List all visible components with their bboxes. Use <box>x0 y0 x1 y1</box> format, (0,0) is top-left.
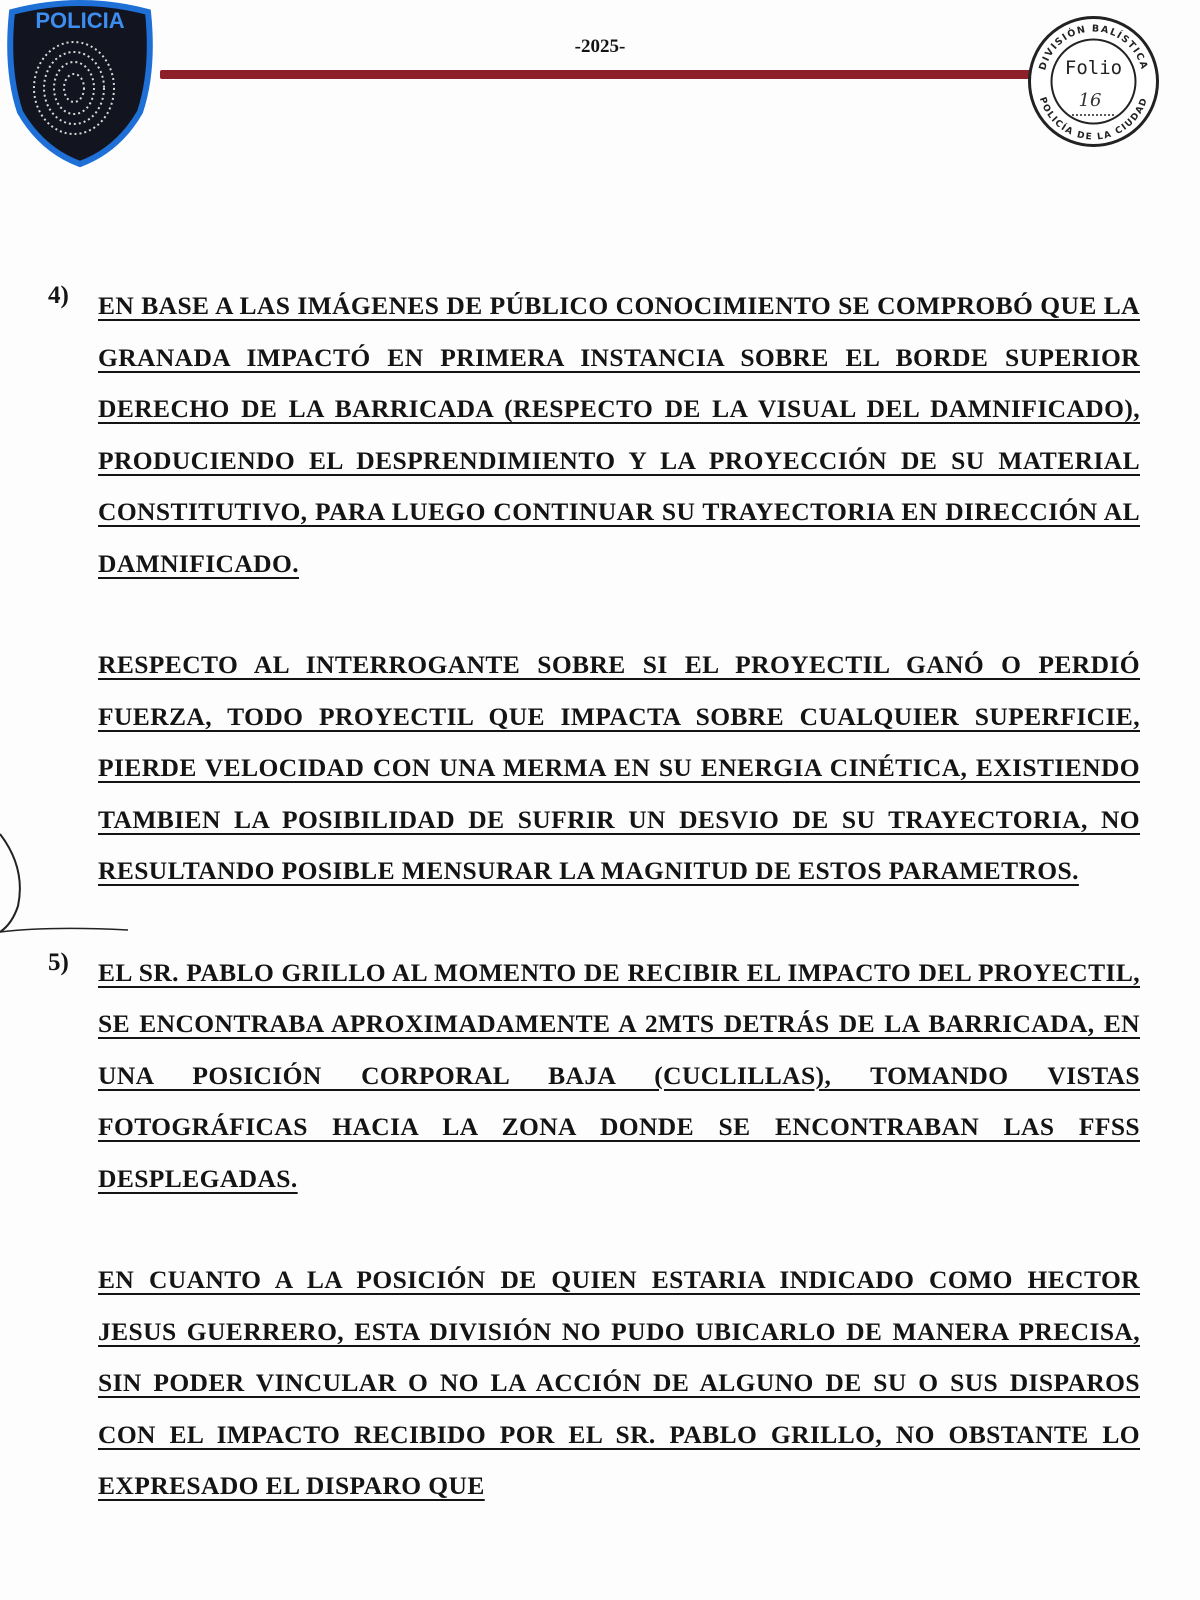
paragraph: RESPECTO AL INTERROGANTE SOBRE SI EL PROYECTIL GANÓ O PERDIÓ FUERZA, TODO PROYECTIL QUE IMPACTA SOBRE CUALQUIER SUPERFICIE, PIERDE VELOCIDAD CON UNA MERMA EN SU ENERGIA CINÉTICA, EXISTIENDO TAMBIEN LA POSIBILIDAD DE SUFRIR UN DESVIO DE SU TRAYECTORIA, NO RESULTANDO POSIBLE MENSURAR LA MAGNITUD DE ESTOS PARAMETROS. <box>98 650 1140 885</box>
folio-stamp <box>1026 14 1161 149</box>
stamp-folio-number: 16 <box>1078 90 1102 111</box>
document-body <box>48 280 1140 1562</box>
paragraph: EL SR. PABLO GRILLO AL MOMENTO DE RECIBIR EL IMPACTO DEL PROYECTIL, SE ENCONTRABA APROXIMADAMENTE A 2MTS DETRÁS DE LA BARRICADA, EN UNA POSICIÓN CORPORAL BAJA (CUCLILLAS), TOMANDO VISTAS FOTOGRÁFICAS HACIA LA ZONA DONDE SE ENCONTRABAN LAS FFSS DESPLEGADAS. <box>98 957 1140 1193</box>
section-number: 5) <box>48 948 69 976</box>
badge-text: POLICIA <box>35 8 125 33</box>
section-number: 4) <box>48 282 69 309</box>
police-badge-logo <box>2 0 158 168</box>
section-5 <box>48 947 1140 1512</box>
stamp-ring-bottom: POLICÍA DE LA CIUDAD <box>1036 95 1151 143</box>
stamp-ring-top: DIVISIÓN BALÍSTICA <box>1037 23 1150 72</box>
header-rule <box>160 70 1032 79</box>
document-year: -2025- <box>574 36 626 57</box>
section-4 <box>48 280 1140 897</box>
stamp-label: Folio <box>1064 57 1123 79</box>
paragraph: EN CUANTO A LA POSICIÓN DE QUIEN ESTARIA INDICADO COMO HECTOR JESUS GUERRERO, ESTA DIVISIÓN NO PUDO UBICARLO DE MANERA PRECISA, SIN PODER VINCULAR O NO LA ACCIÓN DE ALGUNO DE SU O SUS DISPAROS CON EL IMPACTO RECIBIDO POR EL SR. PABLO GRILLO, NO OBSTANTE LO EXPRESADO EL DISPARO QUE <box>98 1265 1140 1500</box>
paragraph: EN BASE A LAS IMÁGENES DE PÚBLICO CONOCIMIENTO SE COMPROBÓ QUE LA GRANADA IMPACTÓ EN PRIMERA INSTANCIA SOBRE EL BORDE SUPERIOR DERECHO DE LA BARRICADA (RESPECTO DE LA VISUAL DEL DAMNIFICADO), PRODUCIENDO EL DESPRENDIMIENTO Y LA PROYECCIÓN DE SU MATERIAL CONSTITUTIVO, PARA LUEGO CONTINUAR SU TRAYECTORIA EN DIRECCIÓN AL DAMNIFICADO. <box>98 291 1140 578</box>
page-header <box>0 0 1200 175</box>
page-bottom-edge <box>0 1586 1200 1600</box>
